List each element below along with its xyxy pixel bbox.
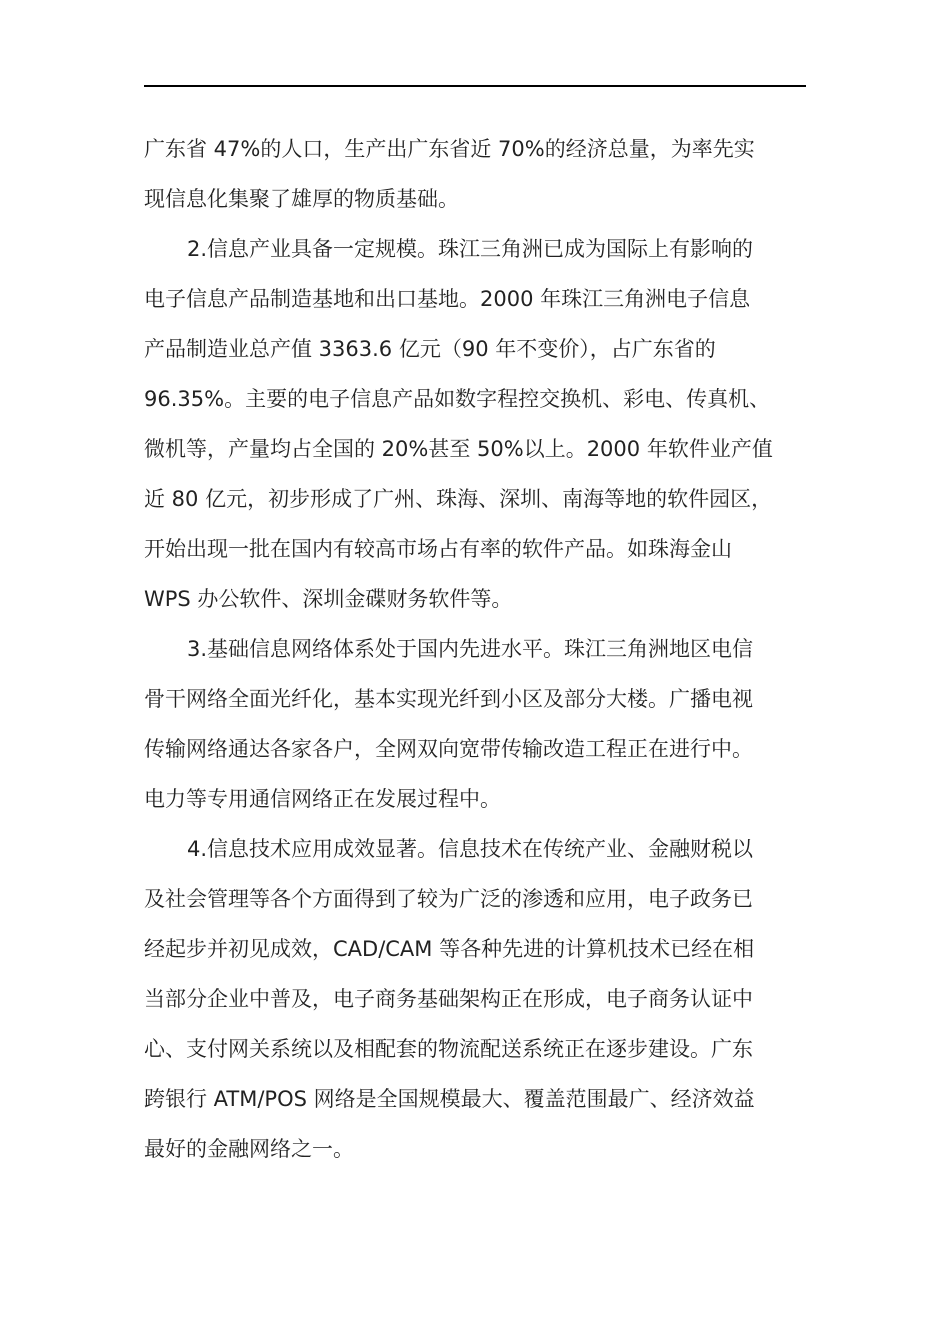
text-line: 当部分企业中普及，电子商务基础架构正在形成，电子商务认证中 <box>144 987 753 1011</box>
text-line: 96.35%。主要的电子信息产品如数字程控交换机、彩电、传真机、 <box>144 387 771 411</box>
text-line: 传输网络通达各家各户，全网双向宽带传输改造工程正在进行中。 <box>144 737 753 761</box>
text-line: 微机等，产量均占全国的 20%甚至 50%以上。2000 年软件业产值 <box>144 437 773 461</box>
text-line: 最好的金融网络之一。 <box>144 1137 354 1161</box>
document-body <box>144 124 806 1174</box>
text-line: 心、支付网关系统以及相配套的物流配送系统正在逐步建设。广东 <box>144 1037 753 1061</box>
paragraph-3-first-line: 3.基础信息网络体系处于国内先进水平。珠江三角洲地区电信 <box>187 637 754 661</box>
text-line: 及社会管理等各个方面得到了较为广泛的渗透和应用，电子政务已 <box>144 887 753 911</box>
text-line: 骨干网络全面光纤化，基本实现光纤到小区及部分大楼。广播电视 <box>144 687 753 711</box>
text-line: 现信息化集聚了雄厚的物质基础。 <box>144 187 459 211</box>
paragraph-2-first-line: 2.信息产业具备一定规模。珠江三角洲已成为国际上有影响的 <box>187 237 754 261</box>
text-line: 广东省 47%的人口，生产出广东省近 70%的经济总量，为率先实 <box>144 137 755 161</box>
text-line: 跨银行 ATM/POS 网络是全国规模最大、覆盖范围最广、经济效益 <box>144 1087 755 1111</box>
header-rule <box>144 85 806 87</box>
text-line: 经起步并初见成效，CAD/CAM 等各种先进的计算机技术已经在相 <box>144 937 755 961</box>
text-line: 产品制造业总产值 3363.6 亿元（90 年不变价），占广东省的 <box>144 337 716 361</box>
text-line: 开始出现一批在国内有较高市场占有率的软件产品。如珠海金山 <box>144 537 732 561</box>
text-line: 电子信息产品制造基地和出口基地。2000 年珠江三角洲电子信息 <box>144 287 751 311</box>
text-line: 电力等专用通信网络正在发展过程中。 <box>144 787 501 811</box>
text-line: WPS 办公软件、深圳金碟财务软件等。 <box>144 587 513 611</box>
text-line: 近 80 亿元，初步形成了广州、珠海、深圳、南海等地的软件园区， <box>144 487 773 511</box>
paragraph-4-first-line: 4.信息技术应用成效显著。信息技术在传统产业、金融财税以 <box>187 837 754 861</box>
